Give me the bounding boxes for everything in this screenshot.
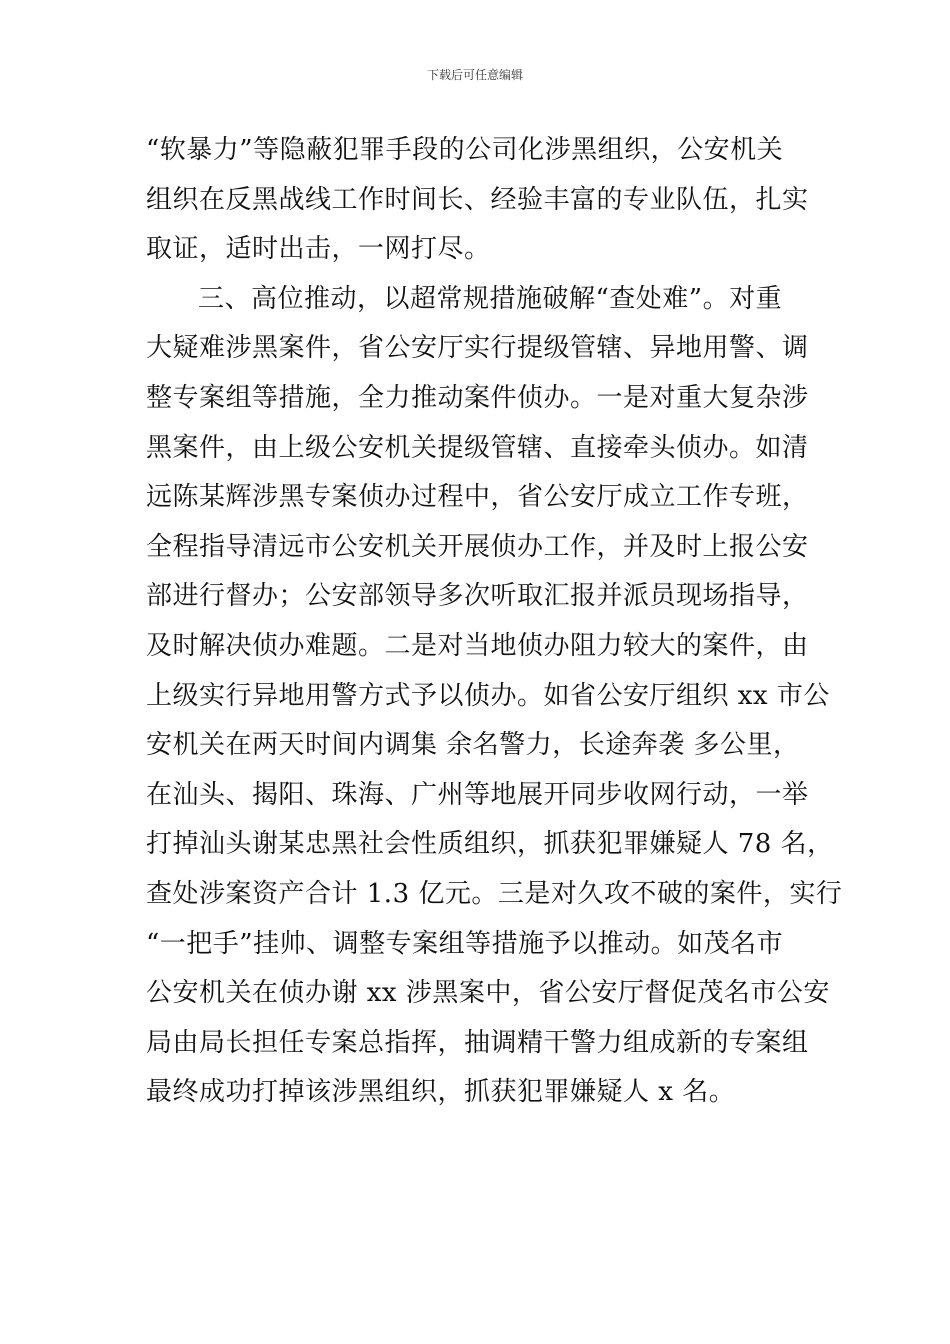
text-line: 黑案件，由上级公安机关提级管辖、直接牵头侦办。如清 [146, 432, 809, 463]
text-line: 整专案组等措施，全力推动案件侦办。一是对重大复杂涉 [146, 382, 809, 413]
text-line: 局由局长担任专案总指挥，抽调精干警力组成新的专案组 [146, 1027, 809, 1058]
text-line: 组织在反黑战线工作时间长、经验丰富的专业队伍，扎实 [146, 184, 809, 215]
text-line: “一把手”挂帅、调整专案组等措施予以推动。如茂名市 [146, 928, 784, 959]
text-line: 大疑难涉黑案件，省公安厅实行提级管辖、异地用警、调 [146, 333, 809, 364]
paragraph-first-line: 三、高位推动，以超常规措施破解“查处难”。对重 [198, 283, 783, 314]
text-line: 最终成功打掉该涉黑组织，抓获犯罪嫌疑人 x 名。 [146, 1077, 736, 1108]
header-note: 下载后可任意编辑 [426, 68, 523, 82]
text-line: “软暴力”等隐蔽犯罪手段的公司化涉黑组织，公安机关 [146, 135, 784, 165]
text-line: 全程指导清远市公安机关开展侦办工作，并及时上报公安 [146, 531, 809, 562]
text-line: 查处涉案资产合计 1.3 亿元。三是对久攻不破的案件，实行 [146, 878, 843, 909]
text-line: 及时解决侦办难题。二是对当地侦办阻力较大的案件，由 [146, 630, 809, 661]
text-line: 取证，适时出击，一网打尽。 [146, 234, 491, 265]
text-line: 在汕头、揭阳、珠海、广州等地展开同步收网行动，一举 [146, 779, 809, 810]
text-line: 远陈某辉涉黑专案侦办过程中，省公安厅成立工作专班， [146, 482, 809, 513]
text-line: 上级实行异地用警方式予以侦办。如省公安厅组织 xx 市公 [146, 680, 830, 711]
text-line: 部进行督办；公安部领导多次听取汇报并派员现场指导， [146, 581, 809, 612]
text-line: 安机关在两天时间内调集 余名警力，长途奔袭 多公里， [146, 730, 800, 761]
text-line: 公安机关在侦办谢 xx 涉黑案中，省公安厅督促茂名市公安 [146, 978, 830, 1009]
document-body [146, 126, 843, 1118]
text-line: 打掉汕头谢某忠黑社会性质组织，抓获犯罪嫌疑人 78 名， [146, 829, 834, 860]
